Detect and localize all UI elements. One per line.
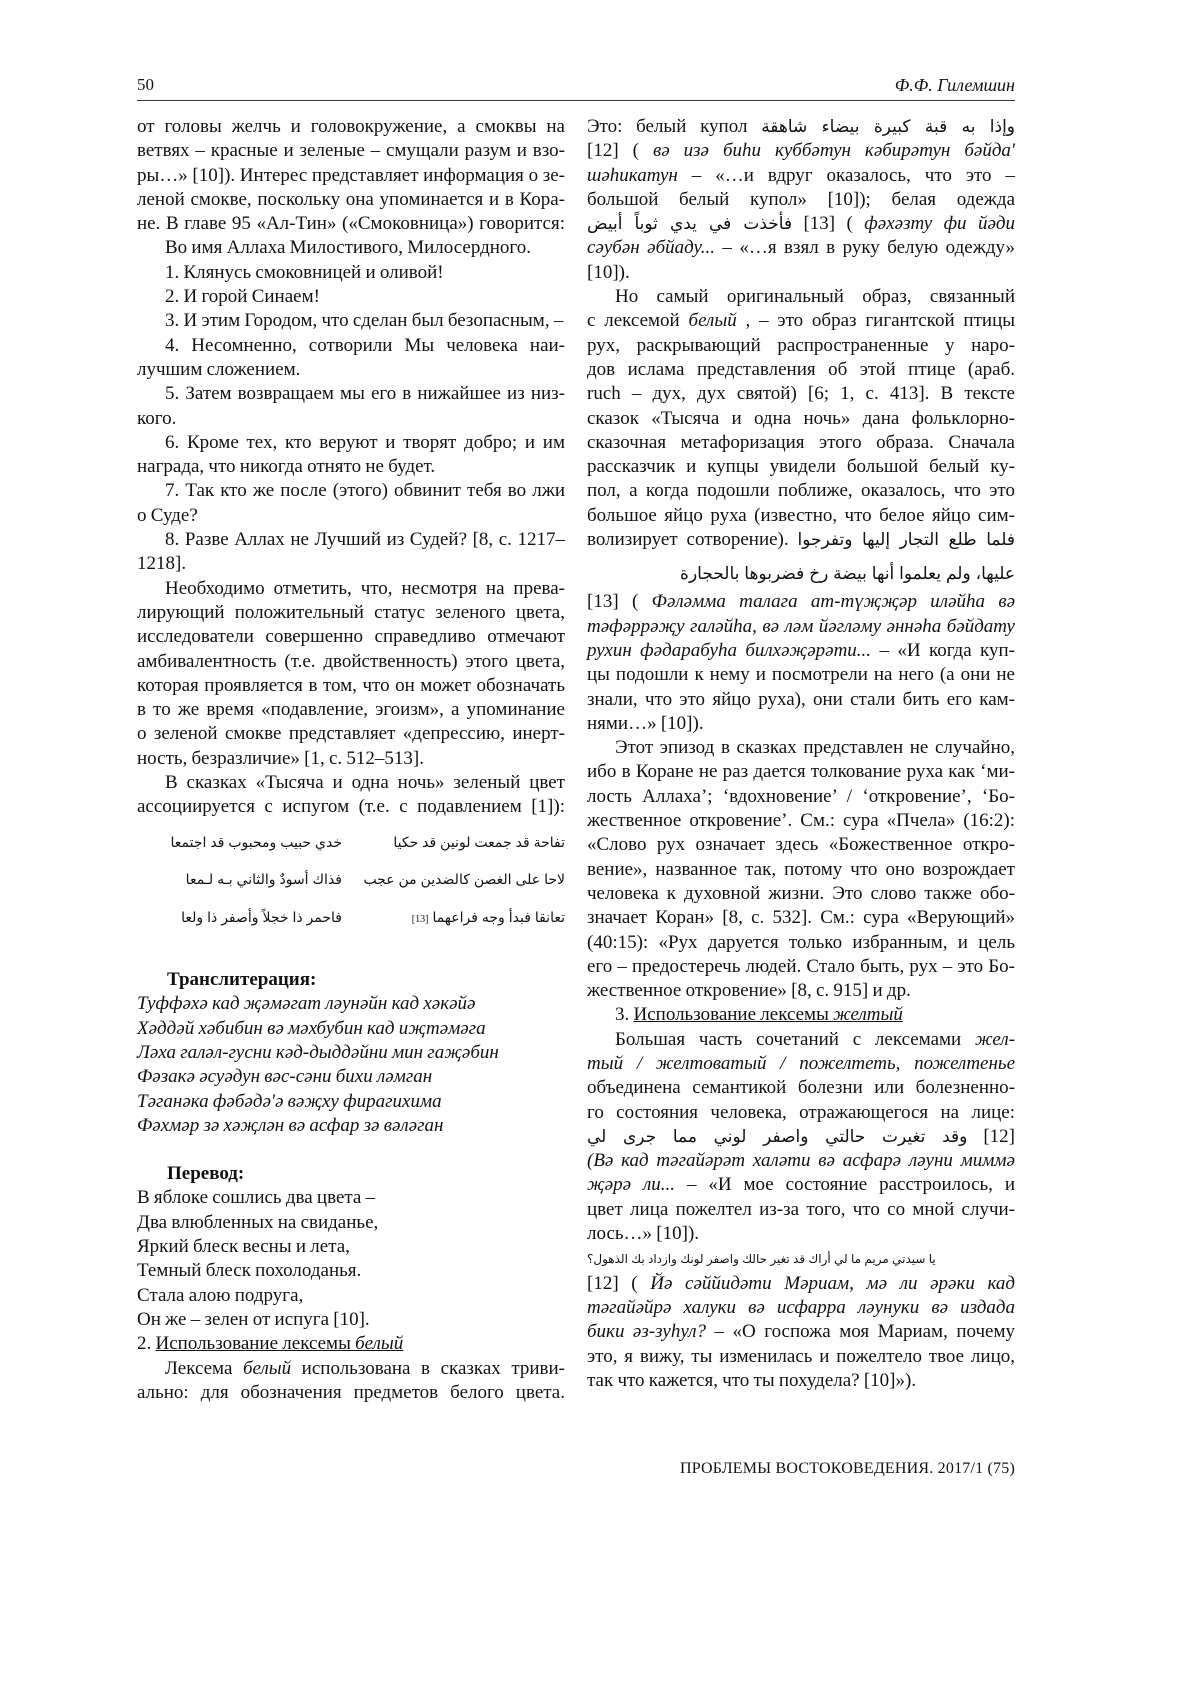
text-line: [137, 358, 565, 382]
text-run: ассоциируется с испугом (т.е. с подавлением [1]):: [137, 796, 565, 818]
text-line: [587, 1369, 1015, 1393]
right-column: [587, 115, 1015, 1393]
text-run: большой белый купол» [10]); белая одежда: [587, 188, 1015, 210]
text-line: [587, 760, 1015, 784]
text-line: [587, 212, 1015, 236]
text-run: значает Коран» [8, с. 532]. См.: сура «Верующий»: [587, 907, 1015, 929]
text-line: [587, 309, 1015, 333]
text-line: [137, 577, 565, 601]
text-line: [587, 455, 1015, 479]
text-line: [137, 188, 565, 212]
italic-run: (Вә кад тәгайәрәт халәти вә асфарә ләуни миммә: [587, 1150, 1015, 1172]
text-line: [137, 431, 565, 455]
text-line: [587, 1320, 1015, 1344]
text-run: волизирует сотворение).: [587, 529, 789, 551]
text-line: [587, 858, 1015, 882]
arabic-text: فلما طلع التجار إليها وتفرجوا: [797, 530, 1016, 551]
text-line: [587, 407, 1015, 431]
text-run: Лексема: [165, 1357, 243, 1379]
italic-run: тый / желтоватый / пожелтеть, пожелтенье: [587, 1052, 1015, 1074]
text-line: [137, 528, 565, 552]
text-line: [137, 1017, 565, 1041]
text-line: [137, 139, 565, 163]
italic-run: Ләха галәл-гусни кәд-дыддәйни мин гаҗәбин: [137, 1042, 499, 1063]
text-run: кого.: [137, 407, 177, 429]
poem-hemistich-right: [360, 830, 565, 868]
text-line: [587, 188, 1015, 212]
text-line: [587, 1052, 1015, 1076]
text-line: [137, 771, 565, 795]
text-line: [587, 809, 1015, 833]
text-run: которая проявляется в том, что он может обозначать: [137, 674, 565, 696]
text-run: – «…и вдруг оказалось, что это –: [691, 164, 1016, 186]
text-run: награда, что никогда отнято не будет.: [137, 456, 436, 478]
text-run: 3. И этим Городом, что сделан был безопасным, –: [165, 310, 564, 332]
text-run: (40:15): «Рух даруется только избранным, и цель: [587, 931, 1015, 953]
text-line: [137, 674, 565, 698]
journal-footer: ПРОБЛЕМЫ ВОСТОКОВЕДЕНИЯ. 2017/1 (75): [679, 1460, 1015, 1477]
text-run: ры…» [10]). Интерес представляет информация о зе-: [137, 164, 565, 186]
italic-run: Йә сәййидәти Мәриам, мә ли әрәки кад: [650, 1272, 1016, 1294]
text-line: [587, 164, 1015, 188]
text-run: 6. Кроме тех, кто веруют и творят добро; и им: [165, 431, 565, 453]
text-run: с лексемой: [587, 310, 689, 332]
text-run: использована в сказках триви-: [301, 1357, 565, 1379]
text-line: [137, 455, 565, 479]
text-run: [12]: [983, 1125, 1016, 1147]
text-line: [587, 1028, 1015, 1052]
text-run: от головы желчь и головокружение, а смоквы на: [137, 116, 565, 137]
poem-hemistich-left: فذاك أسودٌ والثاني بـه لـمعا: [185, 872, 342, 889]
underlined-italic-run: желтый: [833, 1004, 903, 1026]
text-line: [587, 285, 1015, 309]
arabic-text: لاحا على الغصن كالضدين من عجب: [363, 872, 565, 889]
text-run: Во имя Аллаха Милостивого, Милосердного.: [165, 237, 532, 259]
text-line: [137, 1186, 565, 1210]
text-run: [13] (: [587, 591, 639, 613]
poem-hemistich-right: [360, 905, 565, 943]
text-run: нями…» [10]).: [587, 712, 704, 734]
text-run: [13] (: [803, 213, 853, 235]
text-line: [587, 1222, 1015, 1246]
text-run: Стала алою подруга,: [137, 1284, 304, 1306]
text-line: [587, 979, 1015, 1003]
text-run: так что кажется, что ты похудела? [10]»).: [587, 1369, 917, 1391]
text-run: – «…я взял в руку белую одежду» [10]).: [587, 237, 1015, 283]
arabic-text: وقد تغيرت حالتي واصفر لوني مما جرى لي: [587, 1126, 968, 1147]
text-run: В сказках «Тысяча и одна ночь» зеленый цвет: [165, 772, 565, 794]
text-run: 7. Так кто же после (этого) обвинит тебя во лжи: [165, 480, 565, 502]
text-run: сказок «Тысяча и одна ночь» дана фольклорно-: [587, 407, 1015, 429]
text-run: Но самый оригинальный образ, связанный: [615, 286, 1015, 308]
italic-run: Хәддәй хәбибин вә мәхбубин кад иҗтәмәга: [137, 1017, 486, 1039]
prose-block: [137, 992, 565, 1138]
section-heading: Перевод:: [167, 1163, 245, 1185]
text-line: [137, 309, 565, 333]
italic-run: фәхәзту фи йәди: [864, 213, 1016, 235]
text-run: Два влюбленных на свиданье,: [137, 1211, 379, 1233]
text-line: [587, 1345, 1015, 1369]
text-line: [137, 1114, 565, 1138]
text-line: [587, 236, 1015, 285]
text-run: в то же время «подавление, эгоизм», а упоминание: [137, 699, 565, 721]
text-line: [137, 1041, 565, 1065]
text-line: [587, 639, 1015, 663]
text-run: о Суде?: [137, 504, 198, 526]
text-run: 2. И горой Синаем!: [165, 286, 320, 308]
text-line: [137, 261, 565, 285]
text-line: [137, 1235, 565, 1259]
text-line: [587, 663, 1015, 687]
text-line: [137, 334, 565, 358]
text-line: [587, 1076, 1015, 1100]
text-run: лось…» [10]).: [587, 1223, 700, 1245]
text-run: 8. Разве Аллах не Лучший из Судей? [8, с. 1217–: [165, 529, 565, 551]
text-run: лирующий положительный статус зеленого цвета,: [137, 601, 565, 623]
arabic-text: تعانقا فبدأ وجه فراعهما: [432, 909, 565, 926]
running-header-author: Ф.Ф. Гилемшин: [894, 75, 1015, 95]
left-column: [137, 115, 565, 1405]
prose-block: [137, 1186, 565, 1405]
italic-run: шәhикатун: [587, 164, 678, 186]
text-line: [137, 1259, 565, 1283]
arabic-text: يا سيدتي مريم ما لي أراك قد تغير حالك واصفر لونك وازداد بك الذهول؟: [587, 1252, 936, 1267]
text-line: [137, 479, 565, 503]
arabic-poem: [137, 830, 565, 943]
text-line: [587, 382, 1015, 406]
text-line: [587, 931, 1015, 955]
text-run: ветвях – красные и зеленые – смущали разум и взо-: [137, 140, 565, 162]
text-line: [137, 164, 565, 188]
poem-hemistich-left: خدي حبيب ومحبوب قد اجتمعا: [170, 834, 342, 851]
text-line: [587, 833, 1015, 857]
text-line: [587, 1246, 1015, 1271]
text-run: ибо в Коране не раз дается толкование руха как ‘ми-: [587, 761, 1015, 783]
header-rule: [137, 100, 1015, 101]
text-line: [137, 1090, 565, 1114]
text-run: В яблоке сошлись два цвета –: [137, 1187, 376, 1209]
text-line: [587, 1296, 1015, 1320]
text-line: [137, 1332, 565, 1356]
text-run: большое яйцо руха (известно, что белое яйцо сим-: [587, 504, 1015, 526]
text-line: [137, 382, 565, 406]
text-run: вение», названное так, потому что оно возрождает: [587, 858, 1015, 880]
text-line: [137, 747, 565, 771]
text-line: [587, 504, 1015, 528]
text-line: [587, 479, 1015, 503]
text-line: [137, 1284, 565, 1308]
text-run: амбивалентность (т.е. двойственность) этого цвета,: [137, 650, 565, 672]
text-run: жественное откровение’. См.: сура «Пчела» (16:2):: [587, 810, 1015, 832]
text-run: Это: белый купол: [587, 116, 748, 137]
text-run: лучшим сложением.: [137, 358, 301, 380]
italic-run: жел-: [975, 1028, 1015, 1050]
text-line: [137, 722, 565, 746]
text-run: дов ислама представления об этой птице (араб.: [587, 358, 1015, 380]
poem-verse: [137, 905, 565, 943]
text-line: [137, 552, 565, 576]
text-line: [587, 1173, 1015, 1197]
text-line: [137, 698, 565, 722]
text-line: [587, 334, 1015, 358]
text-run: Яркий блеск весны и лета,: [137, 1236, 350, 1258]
poem-hemistich-left: فاحمر ذا خجلاً وأصفر ذا ولعا: [181, 909, 342, 926]
text-line: [587, 1272, 1015, 1296]
text-line: [587, 139, 1015, 163]
text-run: «Слово рух означает здесь «Божественное откро-: [587, 834, 1015, 856]
text-line: [587, 615, 1015, 639]
text-line: [587, 688, 1015, 712]
page-number: 50: [137, 75, 154, 94]
text-run: объединена семантикой болезни или болезненно-: [587, 1077, 1015, 1099]
text-line: [587, 736, 1015, 760]
text-line: [137, 650, 565, 674]
text-run: 1218].: [137, 553, 187, 575]
text-run: леной смокве, поскольку она упоминается и в Кора-: [137, 188, 565, 210]
italic-run: рухин фәдарабуhа билхәҗәрәти...: [587, 639, 872, 661]
text-run: исследователи совершенно справедливо отмечают: [137, 626, 565, 648]
text-line: [587, 431, 1015, 455]
text-line: [587, 528, 1015, 552]
arabic-text: تفاحة قد جمعت لونين قد حكيا: [393, 834, 565, 851]
text-line: [137, 1211, 565, 1235]
text-line: [137, 625, 565, 649]
text-run: не. В главе 95 «Ал-Тин» («Смоковница») говорится:: [137, 213, 565, 235]
text-line: [137, 1381, 565, 1405]
text-line: [137, 504, 565, 528]
italic-run: Фәзакә әсуәдун вәс-сәни бихи ләмган: [137, 1066, 433, 1088]
text-run: [12] (: [587, 140, 639, 162]
text-run: , – это образ гигантской птицы: [745, 310, 1015, 332]
text-run: цвет лица пожелтел из-за того, что со мной случи-: [587, 1198, 1015, 1220]
text-run: знали, что это яйцо руха), они стали бить его кам-: [587, 688, 1015, 710]
arabic-text: عليها، ولم يعلموا أنها بيضة رخ فضربوها بالحجارة: [680, 564, 1015, 585]
italic-run: тәфәррәҗу галәйhа, вә ләм йәгләму әннәhа бәйдату: [587, 615, 1015, 637]
text-run: ально: для обозначения предметов белого цвета.: [137, 1381, 565, 1403]
text-run: 4. Несомненно, сотворили Мы человека наи-: [165, 334, 565, 356]
prose-block: [137, 115, 565, 820]
italic-run: белый: [242, 1357, 292, 1379]
poem-verse: [137, 867, 565, 905]
italic-run: сәубән әбйаду...: [587, 237, 715, 259]
text-line: [587, 558, 1015, 590]
underlined-italic-run: белый: [355, 1333, 404, 1355]
text-run: сказочная метафоризация этого образа. Сначала: [587, 431, 1015, 453]
arabic-text: وإذا به قبة كبيرة بيضاء شاهقة: [761, 117, 1016, 137]
text-run: го состояния человека, отражающегося на лице:: [587, 1101, 1015, 1123]
text-run: Темный блеск похолоданья.: [137, 1260, 362, 1282]
text-line: [587, 1149, 1015, 1173]
text-line: [137, 285, 565, 309]
text-run: его – предостеречь людей. Стало быть, рух – это Бо-: [587, 955, 1015, 977]
text-line: [587, 1125, 1015, 1149]
italic-run: Фәхмәр зә хәҗлән вә асфар зә вәләган: [137, 1114, 444, 1136]
text-line: [587, 115, 1015, 139]
italic-run: Фәләмма талага ат-түҗҗәр иләйhа вә: [651, 591, 1016, 613]
text-run: Этот эпизод в сказках представлен не случайно,: [615, 737, 1015, 759]
text-run: Он же – зелен от испуга [10].: [137, 1308, 370, 1330]
italic-run: Тәганәка фәбәдә'ә вәҗху фирагихима: [137, 1090, 442, 1112]
citation-ref: [13]: [411, 913, 429, 925]
underlined-run: Использование лексемы: [633, 1004, 834, 1026]
text-run: лость Аллаха’; ‘вдохновение’ / ‘откровение’, ‘Бо-: [587, 785, 1015, 807]
text-run: человека к духовной жизни. Это слово также обо-: [587, 882, 1015, 904]
text-run: Большая часть сочетаний с лексемами: [615, 1028, 975, 1050]
text-run: – «И мое состояние расстроилось, и: [686, 1174, 1016, 1196]
text-run: ность, безразличие» [1, с. 512–513].: [137, 747, 424, 769]
text-line: [587, 906, 1015, 930]
text-run: о зеленой смокве представляет «депрессию, инерт-: [137, 723, 565, 745]
text-run: 5. Затем возвращаем мы его в нижайшее из низ-: [165, 383, 565, 405]
text-run: ruch – дух, дух святой) [6; 1, с. 413]. В тексте: [587, 383, 1015, 405]
text-line: [587, 882, 1015, 906]
text-line: [587, 1101, 1015, 1125]
italic-run: тәгайәйрә халуки вә исфарра ләунуки вә издада: [587, 1296, 1015, 1318]
text-line: [137, 1065, 565, 1089]
text-line: [137, 212, 565, 236]
text-line: [137, 115, 565, 139]
text-run: пол, а когда подошли поближе, оказалось, что это: [587, 480, 1015, 502]
text-run: [12] (: [587, 1272, 638, 1294]
text-run: жественное откровение» [8, с. 915] и др.: [587, 980, 911, 1002]
text-run: рассказчик и купцы увидели большой белый ку-: [587, 456, 1015, 478]
text-line: [137, 795, 565, 819]
text-run: Необходимо отметить, что, несмотря на прева-: [165, 577, 565, 599]
text-run: – «И когда куп-: [879, 639, 1016, 661]
italic-run: бики әз-зуһул?: [587, 1321, 707, 1343]
text-run: 2.: [137, 1333, 156, 1355]
text-line: [587, 1003, 1015, 1027]
text-run: 3.: [615, 1004, 634, 1026]
underlined-run: Использование лексемы: [155, 1333, 356, 1355]
italic-run: Туффәхә кад җәмәгат ләунәйн кад хәкәйә: [137, 993, 476, 1015]
text-line: [137, 407, 565, 431]
italic-run: белый: [688, 310, 737, 332]
text-line: [587, 712, 1015, 736]
text-run: 1. Клянусь смоковницей и оливой!: [165, 261, 444, 283]
text-line: [587, 955, 1015, 979]
text-run: – «О госпожа моя Мариам, почему: [714, 1321, 1016, 1343]
italic-run: җәрә ли...: [587, 1174, 676, 1196]
text-run: это, я вижу, ты изменилась и пожелтело твое лицо,: [587, 1345, 1015, 1367]
italic-run: вә изә биhи куббәтун кәбирәтун бәйда': [652, 140, 1015, 162]
prose-block: [587, 115, 1015, 1393]
section-heading: Транслитерация:: [167, 969, 317, 991]
text-line: [137, 1357, 565, 1381]
poem-verse: [137, 830, 565, 868]
text-line: [137, 1308, 565, 1332]
poem-hemistich-right: [360, 867, 565, 905]
text-line: [587, 785, 1015, 809]
arabic-text: فأخذت في يدي ثوباً أبيض: [587, 214, 793, 235]
text-run: рух, раскрывающий распространенные у наро-: [587, 334, 1015, 356]
text-line: [137, 601, 565, 625]
text-line: [137, 992, 565, 1016]
text-line: [587, 1198, 1015, 1222]
text-line: [137, 236, 565, 260]
text-run: цы подошли к нему и посмотрели на него (а они не: [587, 664, 1015, 686]
text-line: [587, 358, 1015, 382]
text-line: [587, 590, 1015, 614]
